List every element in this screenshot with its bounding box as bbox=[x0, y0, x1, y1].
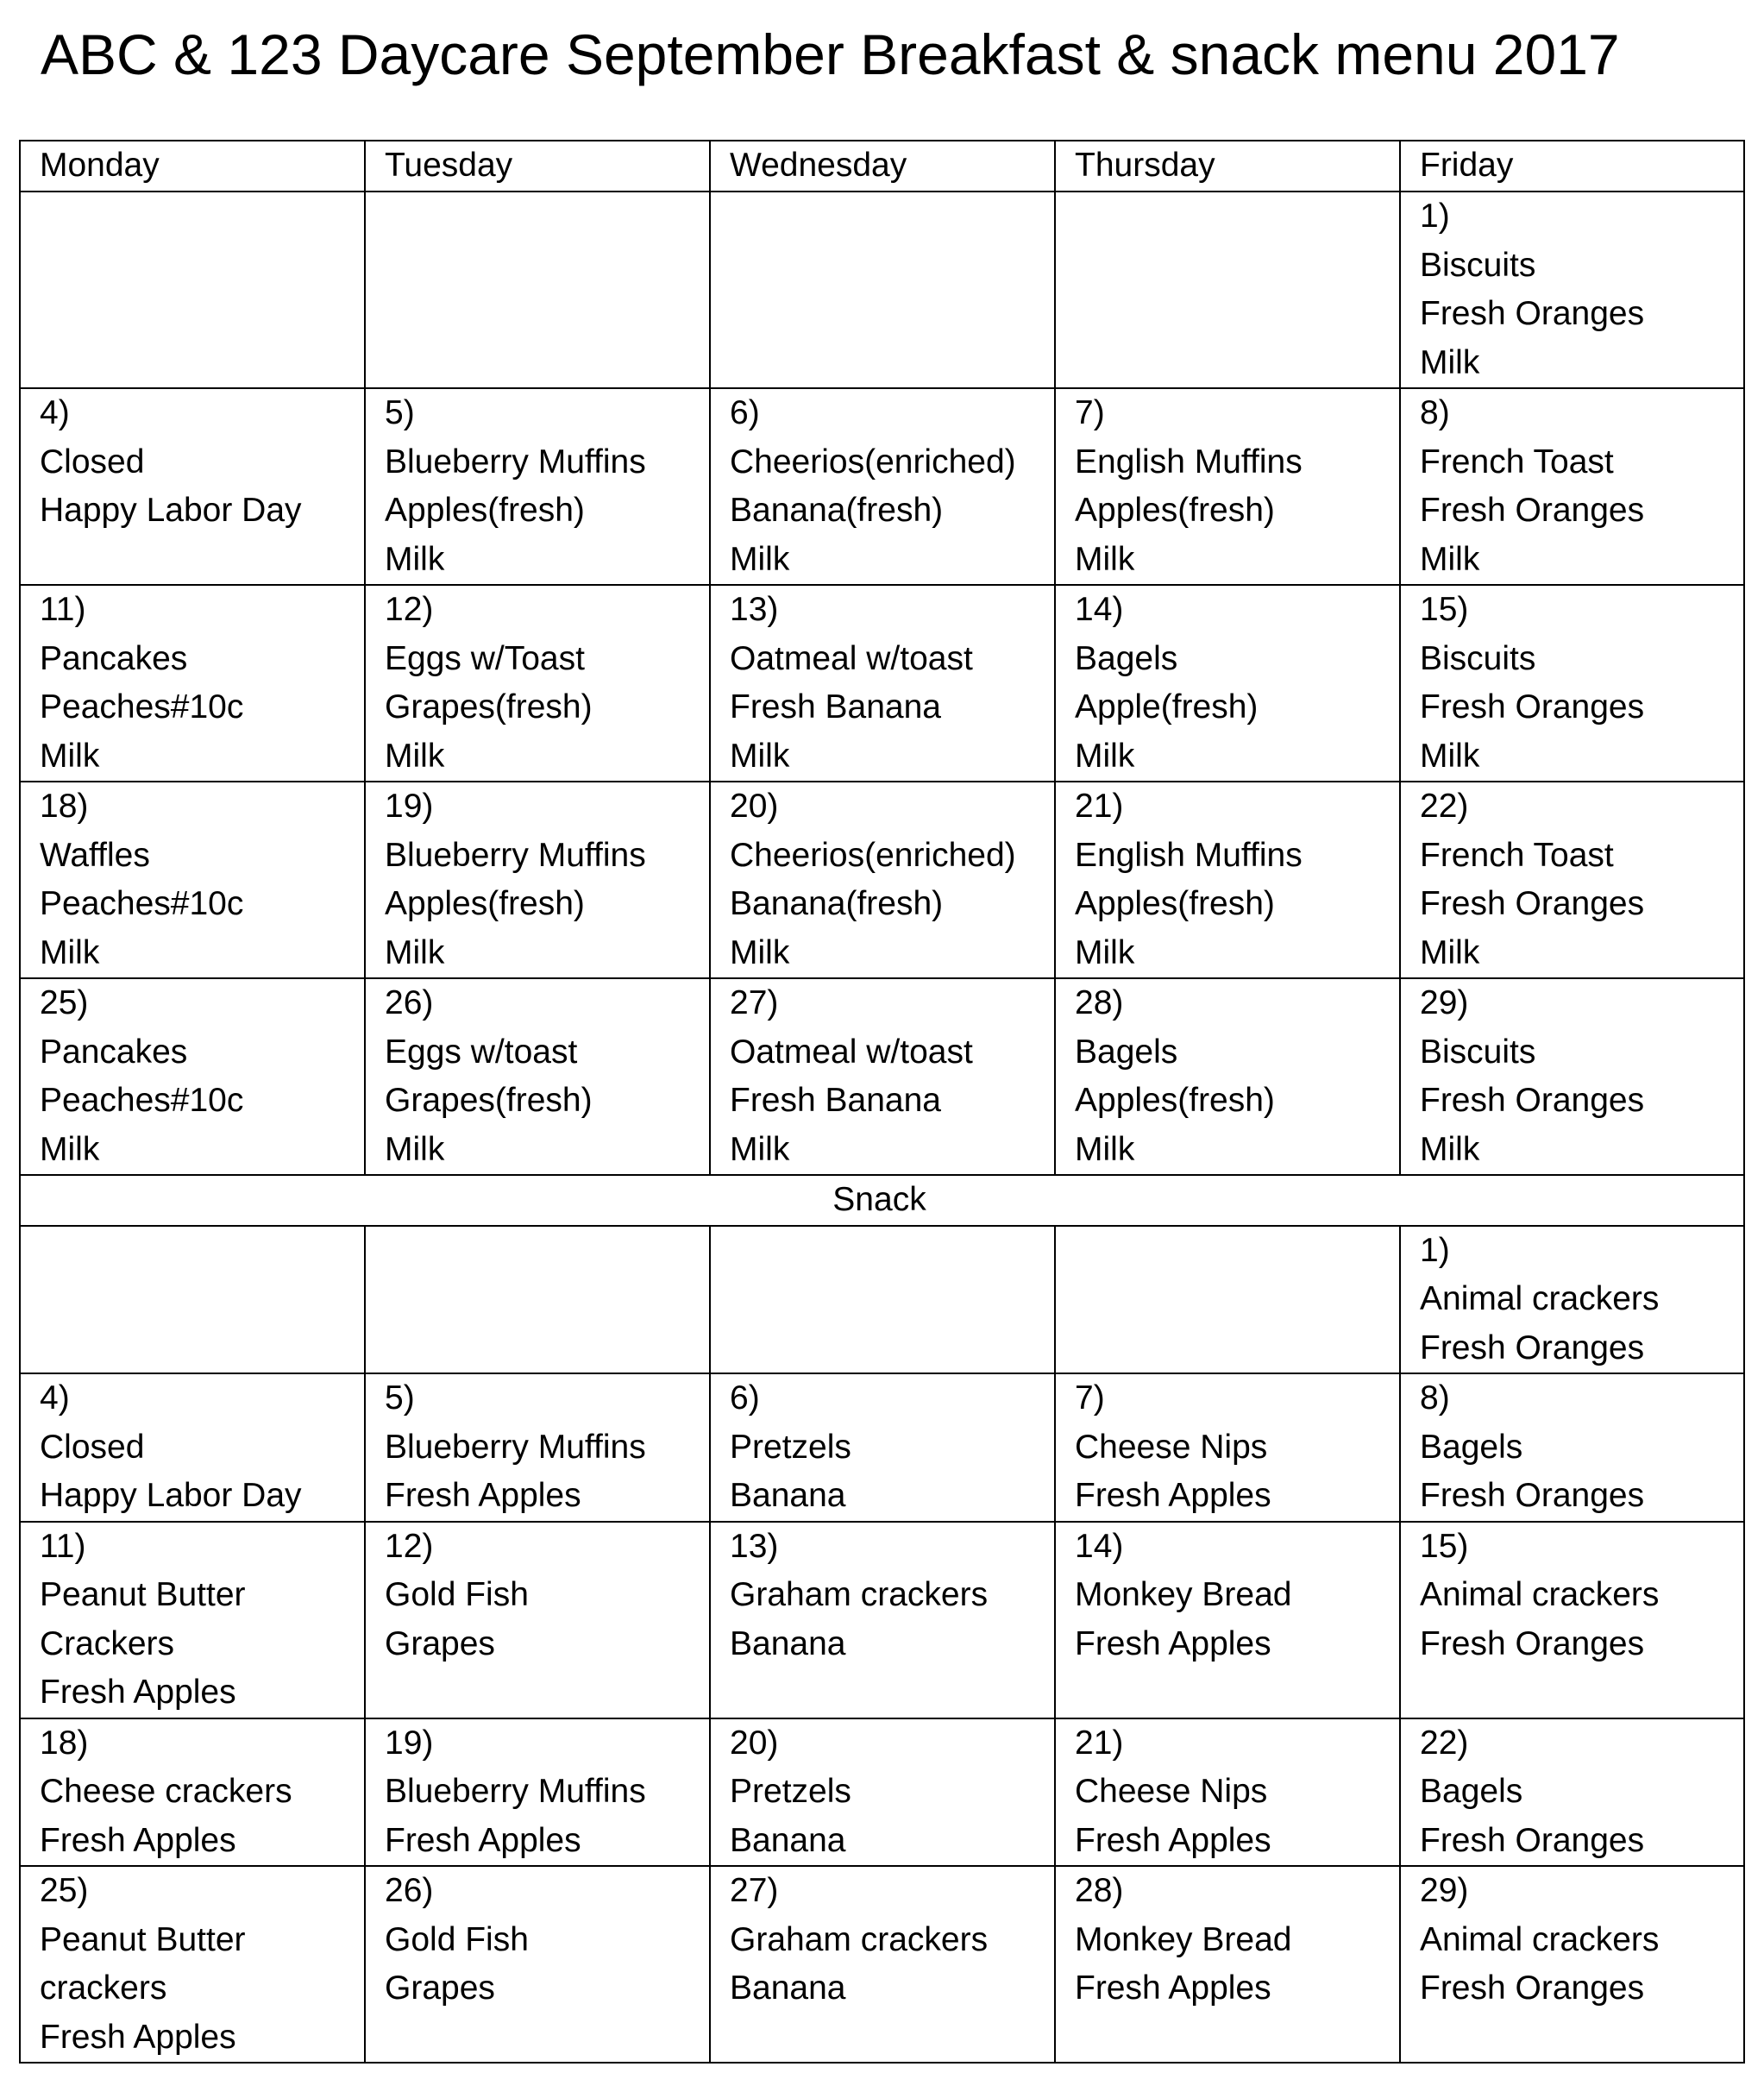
breakfast-cell-wednesday bbox=[710, 585, 1055, 782]
menu-item: Banana bbox=[730, 1477, 846, 1514]
menu-item: Cheese Nips bbox=[1075, 1428, 1268, 1466]
menu-item: Milk bbox=[40, 737, 100, 775]
snack-week-row bbox=[20, 1373, 1744, 1522]
menu-item: Fresh Oranges bbox=[1420, 1821, 1645, 1859]
breakfast-week-row bbox=[20, 782, 1744, 978]
breakfast-week-row bbox=[20, 978, 1744, 1175]
menu-item: Milk bbox=[1075, 540, 1135, 578]
date-number: 5) bbox=[385, 394, 415, 431]
menu-item: Pretzels bbox=[730, 1773, 851, 1810]
breakfast-cell-wednesday bbox=[710, 978, 1055, 1175]
date-number: 21) bbox=[1075, 1724, 1124, 1762]
menu-item: Fresh Oranges bbox=[1420, 295, 1645, 332]
menu-item: Pancakes bbox=[40, 1033, 188, 1071]
menu-item: Graham crackers bbox=[730, 1920, 989, 1958]
snack-cell-thursday bbox=[1055, 1718, 1400, 1867]
snack-cell-tuesday bbox=[365, 1373, 710, 1522]
menu-item: Peaches#10c bbox=[40, 688, 244, 726]
menu-item: Milk bbox=[1075, 1130, 1135, 1168]
date-number: 15) bbox=[1420, 591, 1469, 628]
menu-item: Gold Fish bbox=[385, 1920, 529, 1958]
date-number: 27) bbox=[730, 984, 779, 1021]
snack-cell-wednesday bbox=[710, 1866, 1055, 2063]
menu-item: Biscuits bbox=[1420, 246, 1536, 284]
menu-item: Fresh Oranges bbox=[1420, 492, 1645, 529]
menu-item: Oatmeal w/toast bbox=[730, 639, 973, 677]
snack-cell-friday bbox=[1400, 1226, 1744, 1374]
breakfast-week-row bbox=[20, 192, 1744, 388]
menu-item: Bagels bbox=[1420, 1428, 1523, 1466]
breakfast-cell-monday bbox=[20, 585, 365, 782]
menu-item: Peanut Butter bbox=[40, 1920, 246, 1958]
snack-cell-thursday bbox=[1055, 1373, 1400, 1522]
menu-item: Milk bbox=[1420, 737, 1480, 775]
menu-item: Apple(fresh) bbox=[1075, 688, 1259, 726]
menu-item: Milk bbox=[730, 540, 790, 578]
snack-cell-tuesday bbox=[365, 1718, 710, 1867]
snack-cell-monday bbox=[20, 1373, 365, 1522]
menu-item: Banana(fresh) bbox=[730, 492, 944, 529]
date-number: 28) bbox=[1075, 984, 1124, 1021]
snack-cell-monday bbox=[20, 1522, 365, 1718]
snack-cell-monday bbox=[20, 1226, 365, 1374]
menu-item: Bagels bbox=[1420, 1773, 1523, 1810]
date-number: 7) bbox=[1075, 1379, 1105, 1417]
date-number: 6) bbox=[730, 394, 760, 431]
menu-item: Milk bbox=[385, 737, 445, 775]
menu-item: Milk bbox=[40, 1130, 100, 1168]
breakfast-cell-wednesday bbox=[710, 192, 1055, 388]
menu-item: Milk bbox=[40, 933, 100, 971]
menu-item: Blueberry Muffins bbox=[385, 443, 646, 481]
menu-item: Fresh Apples bbox=[1075, 1477, 1271, 1514]
date-number: 15) bbox=[1420, 1527, 1469, 1565]
menu-item: Fresh Apples bbox=[40, 2018, 236, 2056]
day-header-thursday: Thursday bbox=[1055, 141, 1400, 192]
menu-item: Fresh Banana bbox=[730, 688, 941, 726]
menu-item: Biscuits bbox=[1420, 1033, 1536, 1071]
menu-item: Peaches#10c bbox=[40, 1082, 244, 1119]
menu-item: Milk bbox=[730, 1130, 790, 1168]
day-header-row bbox=[20, 141, 1744, 192]
menu-item: Cheerios(enriched) bbox=[730, 443, 1016, 481]
snack-cell-friday bbox=[1400, 1718, 1744, 1867]
snack-cell-wednesday bbox=[710, 1718, 1055, 1867]
date-number: 8) bbox=[1420, 1379, 1450, 1417]
menu-item: Closed bbox=[40, 1428, 145, 1466]
date-number: 29) bbox=[1420, 984, 1469, 1021]
page-title: ABC & 123 Daycare September Breakfast & snack menu 2017 bbox=[41, 22, 1620, 86]
date-number: 19) bbox=[385, 788, 434, 825]
menu-item: Milk bbox=[1075, 737, 1135, 775]
menu-item: Pancakes bbox=[40, 639, 188, 677]
date-number: 28) bbox=[1075, 1872, 1124, 1909]
date-number: 25) bbox=[40, 1872, 89, 1909]
menu-item: Milk bbox=[730, 737, 790, 775]
date-number: 21) bbox=[1075, 788, 1124, 825]
snack-cell-friday bbox=[1400, 1522, 1744, 1718]
breakfast-cell-friday bbox=[1400, 585, 1744, 782]
date-number: 22) bbox=[1420, 788, 1469, 825]
breakfast-cell-tuesday bbox=[365, 585, 710, 782]
breakfast-week-row bbox=[20, 585, 1744, 782]
date-number: 13) bbox=[730, 591, 779, 628]
breakfast-cell-tuesday bbox=[365, 192, 710, 388]
menu-item: Milk bbox=[385, 1130, 445, 1168]
breakfast-cell-thursday bbox=[1055, 192, 1400, 388]
menu-item: Apples(fresh) bbox=[385, 885, 585, 922]
snack-cell-wednesday bbox=[710, 1522, 1055, 1718]
date-number: 27) bbox=[730, 1872, 779, 1909]
menu-item: Bagels bbox=[1075, 639, 1178, 677]
date-number: 11) bbox=[40, 1527, 86, 1565]
date-number: 22) bbox=[1420, 1724, 1469, 1762]
snack-week-row bbox=[20, 1522, 1744, 1718]
date-number: 11) bbox=[40, 591, 86, 628]
snack-cell-monday bbox=[20, 1866, 365, 2063]
breakfast-cell-monday bbox=[20, 192, 365, 388]
date-number: 1) bbox=[1420, 1231, 1450, 1269]
date-number: 14) bbox=[1075, 1527, 1124, 1565]
menu-item: Banana bbox=[730, 1821, 846, 1859]
menu-item: Grapes(fresh) bbox=[385, 1082, 593, 1119]
menu-item: Banana bbox=[730, 1969, 846, 2007]
menu-item: Cheese Nips bbox=[1075, 1773, 1268, 1810]
menu-item: Crackers bbox=[40, 1624, 175, 1662]
menu-item: Blueberry Muffins bbox=[385, 1773, 646, 1810]
breakfast-cell-thursday bbox=[1055, 585, 1400, 782]
menu-item: Fresh Apples bbox=[1075, 1624, 1271, 1662]
menu-item: English Muffins bbox=[1075, 443, 1303, 481]
menu-item: Peanut Butter bbox=[40, 1576, 246, 1613]
breakfast-cell-thursday bbox=[1055, 388, 1400, 585]
snack-cell-thursday bbox=[1055, 1522, 1400, 1718]
date-number: 20) bbox=[730, 1724, 779, 1762]
menu-item: French Toast bbox=[1420, 443, 1614, 481]
menu-item: Fresh Apples bbox=[385, 1821, 581, 1859]
date-number: 6) bbox=[730, 1379, 760, 1417]
snack-cell-tuesday bbox=[365, 1522, 710, 1718]
breakfast-cell-friday bbox=[1400, 782, 1744, 978]
snack-cell-thursday bbox=[1055, 1226, 1400, 1374]
snack-section-label: Snack bbox=[20, 1175, 1744, 1226]
date-number: 8) bbox=[1420, 394, 1450, 431]
menu-item: Apples(fresh) bbox=[385, 492, 585, 529]
menu-item: Fresh Oranges bbox=[1420, 1477, 1645, 1514]
menu-item: Cheerios(enriched) bbox=[730, 836, 1016, 874]
date-number: 12) bbox=[385, 1527, 434, 1565]
date-number: 25) bbox=[40, 984, 89, 1021]
menu-item: Gold Fish bbox=[385, 1576, 529, 1613]
snack-header-row bbox=[20, 1175, 1744, 1226]
breakfast-cell-thursday bbox=[1055, 978, 1400, 1175]
menu-item: English Muffins bbox=[1075, 836, 1303, 874]
menu-item: Fresh Oranges bbox=[1420, 1082, 1645, 1119]
day-header-wednesday: Wednesday bbox=[710, 141, 1055, 192]
menu-item: Peaches#10c bbox=[40, 885, 244, 922]
breakfast-cell-monday bbox=[20, 388, 365, 585]
menu-item: Milk bbox=[1420, 1130, 1480, 1168]
menu-item: Happy Labor Day bbox=[40, 492, 302, 529]
snack-cell-monday bbox=[20, 1718, 365, 1867]
menu-item: Animal crackers bbox=[1420, 1920, 1660, 1958]
date-number: 26) bbox=[385, 984, 434, 1021]
menu-item: Closed bbox=[40, 443, 145, 481]
menu-item: Banana bbox=[730, 1624, 846, 1662]
snack-cell-tuesday bbox=[365, 1226, 710, 1374]
date-number: 18) bbox=[40, 788, 89, 825]
menu-item: Apples(fresh) bbox=[1075, 492, 1275, 529]
breakfast-cell-tuesday bbox=[365, 978, 710, 1175]
snack-cell-wednesday bbox=[710, 1226, 1055, 1374]
date-number: 18) bbox=[40, 1724, 89, 1762]
menu-item: French Toast bbox=[1420, 836, 1614, 874]
menu-item: Animal crackers bbox=[1420, 1576, 1660, 1613]
snack-cell-wednesday bbox=[710, 1373, 1055, 1522]
menu-item: Milk bbox=[730, 933, 790, 971]
menu-item: Blueberry Muffins bbox=[385, 1428, 646, 1466]
date-number: 14) bbox=[1075, 591, 1124, 628]
menu-item: Banana(fresh) bbox=[730, 885, 944, 922]
menu-item: Milk bbox=[1420, 540, 1480, 578]
menu-item: Pretzels bbox=[730, 1428, 851, 1466]
menu-item: Eggs w/Toast bbox=[385, 639, 585, 677]
menu-item: Fresh Apples bbox=[1075, 1821, 1271, 1859]
menu-item: Apples(fresh) bbox=[1075, 1082, 1275, 1119]
menu-item: Graham crackers bbox=[730, 1576, 989, 1613]
date-number: 7) bbox=[1075, 394, 1105, 431]
menu-table bbox=[19, 140, 1745, 2064]
day-header-tuesday: Tuesday bbox=[365, 141, 710, 192]
menu-item: Milk bbox=[1420, 343, 1480, 381]
menu-item: Fresh Apples bbox=[1075, 1969, 1271, 2007]
menu-item: Fresh Banana bbox=[730, 1082, 941, 1119]
menu-item: Grapes(fresh) bbox=[385, 688, 593, 726]
menu-item: Blueberry Muffins bbox=[385, 836, 646, 874]
snack-week-row bbox=[20, 1866, 1744, 2063]
day-header-monday: Monday bbox=[20, 141, 365, 192]
menu-item: Bagels bbox=[1075, 1033, 1178, 1071]
snack-cell-friday bbox=[1400, 1866, 1744, 2063]
day-header-friday: Friday bbox=[1400, 141, 1744, 192]
menu-item: Biscuits bbox=[1420, 639, 1536, 677]
snack-week-row bbox=[20, 1718, 1744, 1867]
menu-item: Cheese crackers bbox=[40, 1773, 292, 1810]
menu-item: Fresh Oranges bbox=[1420, 688, 1645, 726]
menu-item: Monkey Bread bbox=[1075, 1920, 1292, 1958]
menu-item: crackers bbox=[40, 1969, 167, 2007]
menu-item: Grapes bbox=[385, 1969, 495, 2007]
date-number: 26) bbox=[385, 1872, 434, 1909]
breakfast-cell-friday bbox=[1400, 388, 1744, 585]
breakfast-cell-friday bbox=[1400, 978, 1744, 1175]
menu-item: Grapes bbox=[385, 1624, 495, 1662]
date-number: 29) bbox=[1420, 1872, 1469, 1909]
menu-item: Fresh Oranges bbox=[1420, 1969, 1645, 2007]
menu-table-body bbox=[20, 141, 1744, 2063]
snack-cell-friday bbox=[1400, 1373, 1744, 1522]
breakfast-week-row bbox=[20, 388, 1744, 585]
breakfast-cell-wednesday bbox=[710, 388, 1055, 585]
menu-item: Fresh Oranges bbox=[1420, 885, 1645, 922]
date-number: 5) bbox=[385, 1379, 415, 1417]
breakfast-cell-tuesday bbox=[365, 782, 710, 978]
breakfast-cell-tuesday bbox=[365, 388, 710, 585]
date-number: 20) bbox=[730, 788, 779, 825]
menu-item: Milk bbox=[385, 933, 445, 971]
menu-item: Fresh Apples bbox=[40, 1674, 236, 1711]
date-number: 13) bbox=[730, 1527, 779, 1565]
breakfast-cell-monday bbox=[20, 978, 365, 1175]
date-number: 1) bbox=[1420, 198, 1450, 235]
date-number: 4) bbox=[40, 394, 70, 431]
snack-cell-tuesday bbox=[365, 1866, 710, 2063]
breakfast-cell-wednesday bbox=[710, 782, 1055, 978]
menu-item: Oatmeal w/toast bbox=[730, 1033, 973, 1071]
snack-cell-thursday bbox=[1055, 1866, 1400, 2063]
menu-item: Milk bbox=[1420, 933, 1480, 971]
menu-item: Happy Labor Day bbox=[40, 1477, 302, 1514]
menu-item: Fresh Oranges bbox=[1420, 1624, 1645, 1662]
menu-item: Fresh Apples bbox=[385, 1477, 581, 1514]
menu-item: Fresh Oranges bbox=[1420, 1329, 1645, 1366]
menu-item: Apples(fresh) bbox=[1075, 885, 1275, 922]
menu-item: Fresh Apples bbox=[40, 1821, 236, 1859]
menu-item: Milk bbox=[1075, 933, 1135, 971]
date-number: 4) bbox=[40, 1379, 70, 1417]
snack-week-row bbox=[20, 1226, 1744, 1374]
breakfast-cell-thursday bbox=[1055, 782, 1400, 978]
breakfast-cell-monday bbox=[20, 782, 365, 978]
menu-item: Monkey Bread bbox=[1075, 1576, 1292, 1613]
date-number: 12) bbox=[385, 591, 434, 628]
menu-item: Waffles bbox=[40, 836, 150, 874]
menu-item: Eggs w/toast bbox=[385, 1033, 578, 1071]
breakfast-cell-friday bbox=[1400, 192, 1744, 388]
menu-item: Milk bbox=[385, 540, 445, 578]
date-number: 19) bbox=[385, 1724, 434, 1762]
menu-item: Animal crackers bbox=[1420, 1280, 1660, 1317]
